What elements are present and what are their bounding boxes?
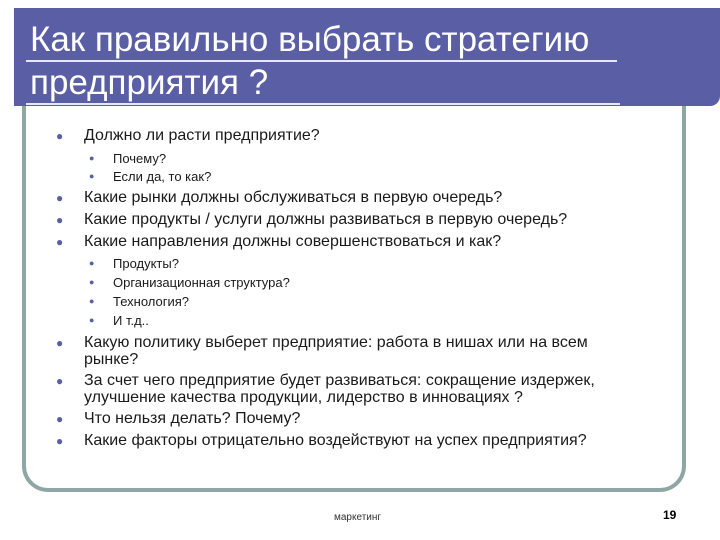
slide-title-line-1: Как правильно выбрать стратегию [30,20,590,59]
bullet-icon: ● [56,235,64,249]
bullet-icon: ● [89,258,95,268]
list-item: Что нельзя делать? Почему? [84,410,301,427]
bullet-icon: ● [56,129,64,143]
list-item: Какие рынки должны обслуживаться в первую очередь? [84,189,503,206]
list-item: Продукты? [113,256,179,271]
list-item: Если да, то как? [113,169,212,184]
title-banner [14,8,720,106]
bullet-icon: ● [56,191,64,205]
list-item: Какую политику выберет предприятие: работа в нишах или на всем [84,334,588,351]
list-item-continuation: улучшение качества продукции, лидерство в инновациях ? [84,389,523,406]
bullet-icon: ● [56,412,64,426]
bullet-icon: ● [89,296,95,306]
bullet-icon: ● [89,315,95,325]
list-item: Должно ли расти предприятие? [84,127,320,144]
bullet-icon: ● [56,374,64,388]
bullet-icon: ● [89,171,95,181]
bullet-icon: ● [89,153,95,163]
slide-title-line-2: предприятия ? [30,63,269,102]
list-item: Какие факторы отрицательно воздействуют на успех предприятия? [84,432,587,449]
bullet-icon: ● [56,434,64,448]
list-item: Организационная структура? [113,275,290,290]
list-item-continuation: рынке? [84,351,139,368]
list-item: Какие направления должны совершенствоваться и как? [84,233,502,250]
bullet-icon: ● [56,213,64,227]
page-number: 19 [663,508,677,522]
bullet-icon: ● [89,277,95,287]
list-item: Почему? [113,151,167,166]
bullet-icon: ● [56,336,64,350]
list-item: И т.д.. [113,313,149,328]
list-item: Какие продукты / услуги должны развиваться в первую очередь? [84,211,568,228]
footer-label: маркетинг [334,512,382,523]
list-item: Технология? [113,294,190,309]
list-item: За счет чего предприятие будет развиваться: сокращение издержек, [84,372,595,389]
